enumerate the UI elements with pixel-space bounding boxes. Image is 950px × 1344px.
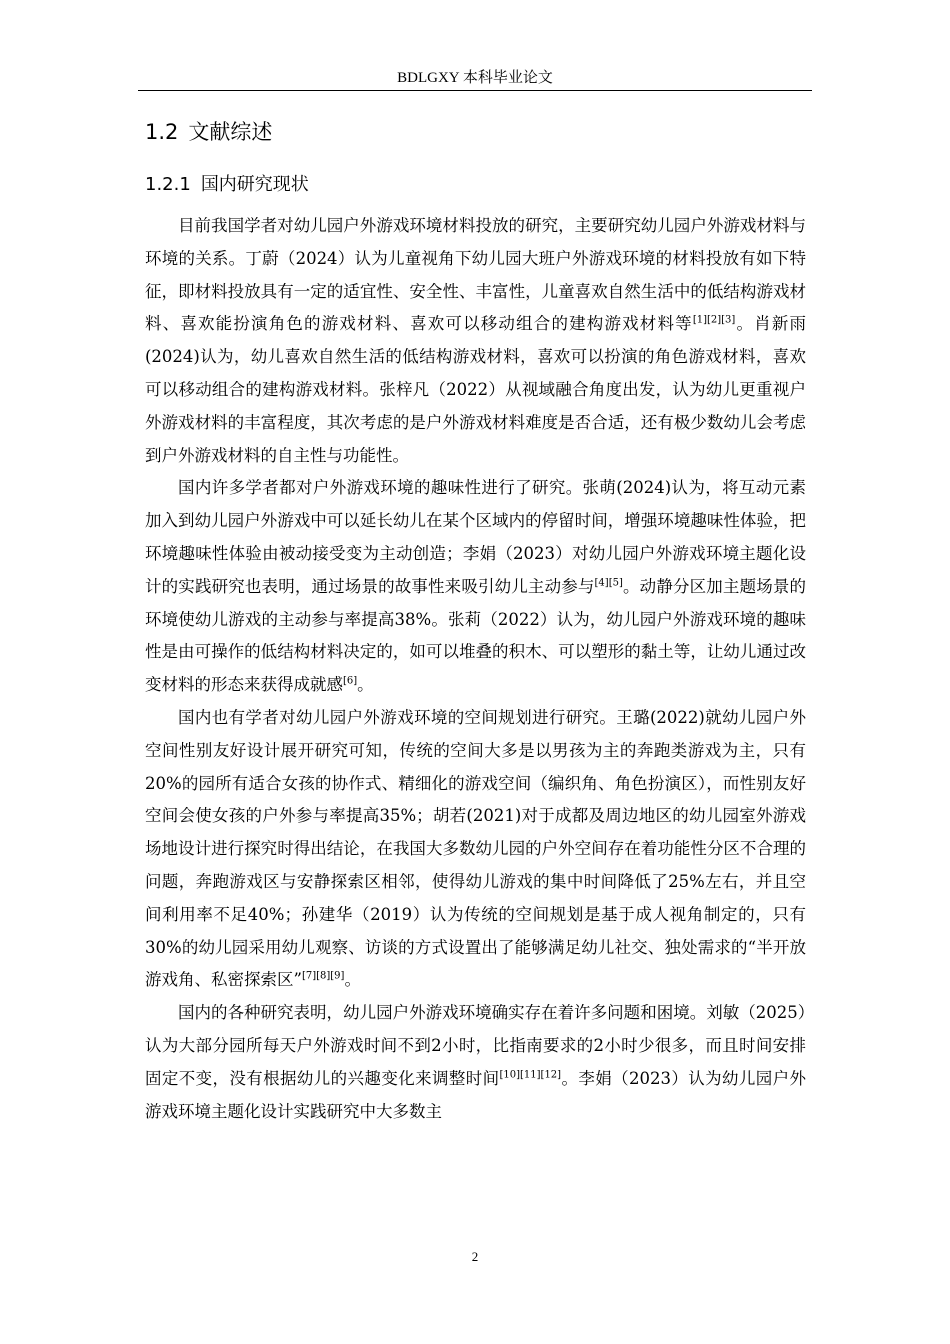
body-text bbox=[145, 210, 806, 1128]
section-title: 文献综述 bbox=[188, 120, 273, 144]
paragraph-problems: 国内的各种研究表明，幼儿园户外游戏环境确实存在着许多问题和困境。刘敏（2025）认为大部分园所每天户外游戏时间不到2小时，比指南要求的2小时少很多，而且时间安排固定不变，没有根据幼儿的兴趣变化来调整时间[10][11][12]。李娟（2023）认为幼儿园户外游戏环境主题化设计实践研究中大多数主 bbox=[145, 1003, 807, 1121]
paragraph-fun-elements: 国内许多学者都对户外游戏环境的趣味性进行了研究。张萌(2024)认为，将互动元素加入到幼儿园户外游戏中可以延长幼儿在某个区域内的停留时间，增强环境趣味性体验，把环境趣味性体验由被动接受变为主动创造；李娟（2023）对幼儿园户外游戏环境主题化设计的实践研究也表明，通过场景的故事性来吸引幼儿主动参与[4][5]。动静分区加主题场景的环境使幼儿游戏的主动参与率提高38%。张莉（2022）认为，幼儿园户外游戏环境的趣味性是由可操作的低结构材料决定的，如可以堆叠的积木、可以塑形的黏土等，让幼儿通过改变材料的形态来获得成就感[6]。 bbox=[145, 478, 807, 695]
subsection-heading bbox=[145, 172, 309, 198]
section-heading bbox=[145, 118, 272, 146]
subsection-title: 国内研究现状 bbox=[200, 174, 309, 195]
citation-marker: [10][11][12] bbox=[499, 1069, 562, 1081]
citation-marker: [1][2][3] bbox=[692, 314, 736, 326]
paragraph-space-planning: 国内也有学者对幼儿园户外游戏环境的空间规划进行研究。王璐(2022)就幼儿园户外空间性别友好设计展开研究可知，传统的空间大多是以男孩为主的奔跑类游戏为主，只有20%的园所有适合女孩的协作式、精细化的游戏空间（编织角、角色扮演区），而性别友好空间会使女孩的户外参与率提高35%；胡若(2021)对于成都及周边地区的幼儿园室外游戏场地设计进行探究时得出结论，在我国大多数幼儿园的户外空间存在着功能性分区不合理的问题，奔跑游戏区与安静探索区相邻，使得幼儿游戏的集中时间降低了25%左右，并且空间利用率不足40%；孙建华（2019）认为传统的空间规划是基于成人视角制定的，只有30%的幼儿园采用幼儿观察、访谈的方式设置出了能够满足幼儿社交、独处需求的“半开放游戏角、私密探索区”[7][8][9]。 bbox=[145, 707, 806, 990]
citation-marker: [6] bbox=[343, 675, 358, 687]
running-header: BDLGXY 本科毕业论文 bbox=[397, 70, 553, 86]
section-number: 1.2 bbox=[145, 120, 179, 144]
citation-marker: [4][5] bbox=[594, 577, 623, 589]
header-rule bbox=[138, 90, 812, 91]
citation-marker: [7][8][9] bbox=[301, 970, 345, 982]
subsection-number: 1.2.1 bbox=[145, 174, 191, 195]
paragraph-material-placement: 目前我国学者对幼儿园户外游戏环境材料投放的研究，主要研究幼儿园户外游戏材料与环境的关系。丁蔚（2024）认为儿童视角下幼儿园大班户外游戏环境的材料投放有如下特征，即材料投放具有一定的适宜性、安全性、丰富性，儿童喜欢自然生活中的低结构游戏材料、喜欢能扮演角色的游戏材料、喜欢可以移动组合的建构游戏材料等[1][2][3]。肖新雨(2024)认为，幼儿喜欢自然生活的低结构游戏材料，喜欢可以扮演的角色游戏材料，喜欢可以移动组合的建构游戏材料。张梓凡（2022）从视域融合角度出发，认为幼儿更重视户外游戏材料的丰富程度，其次考虑的是户外游戏材料难度是否合适，还有极少数幼儿会考虑到户外游戏材料的自主性与功能性。 bbox=[145, 216, 807, 465]
page-number: 2 bbox=[471, 1249, 479, 1264]
